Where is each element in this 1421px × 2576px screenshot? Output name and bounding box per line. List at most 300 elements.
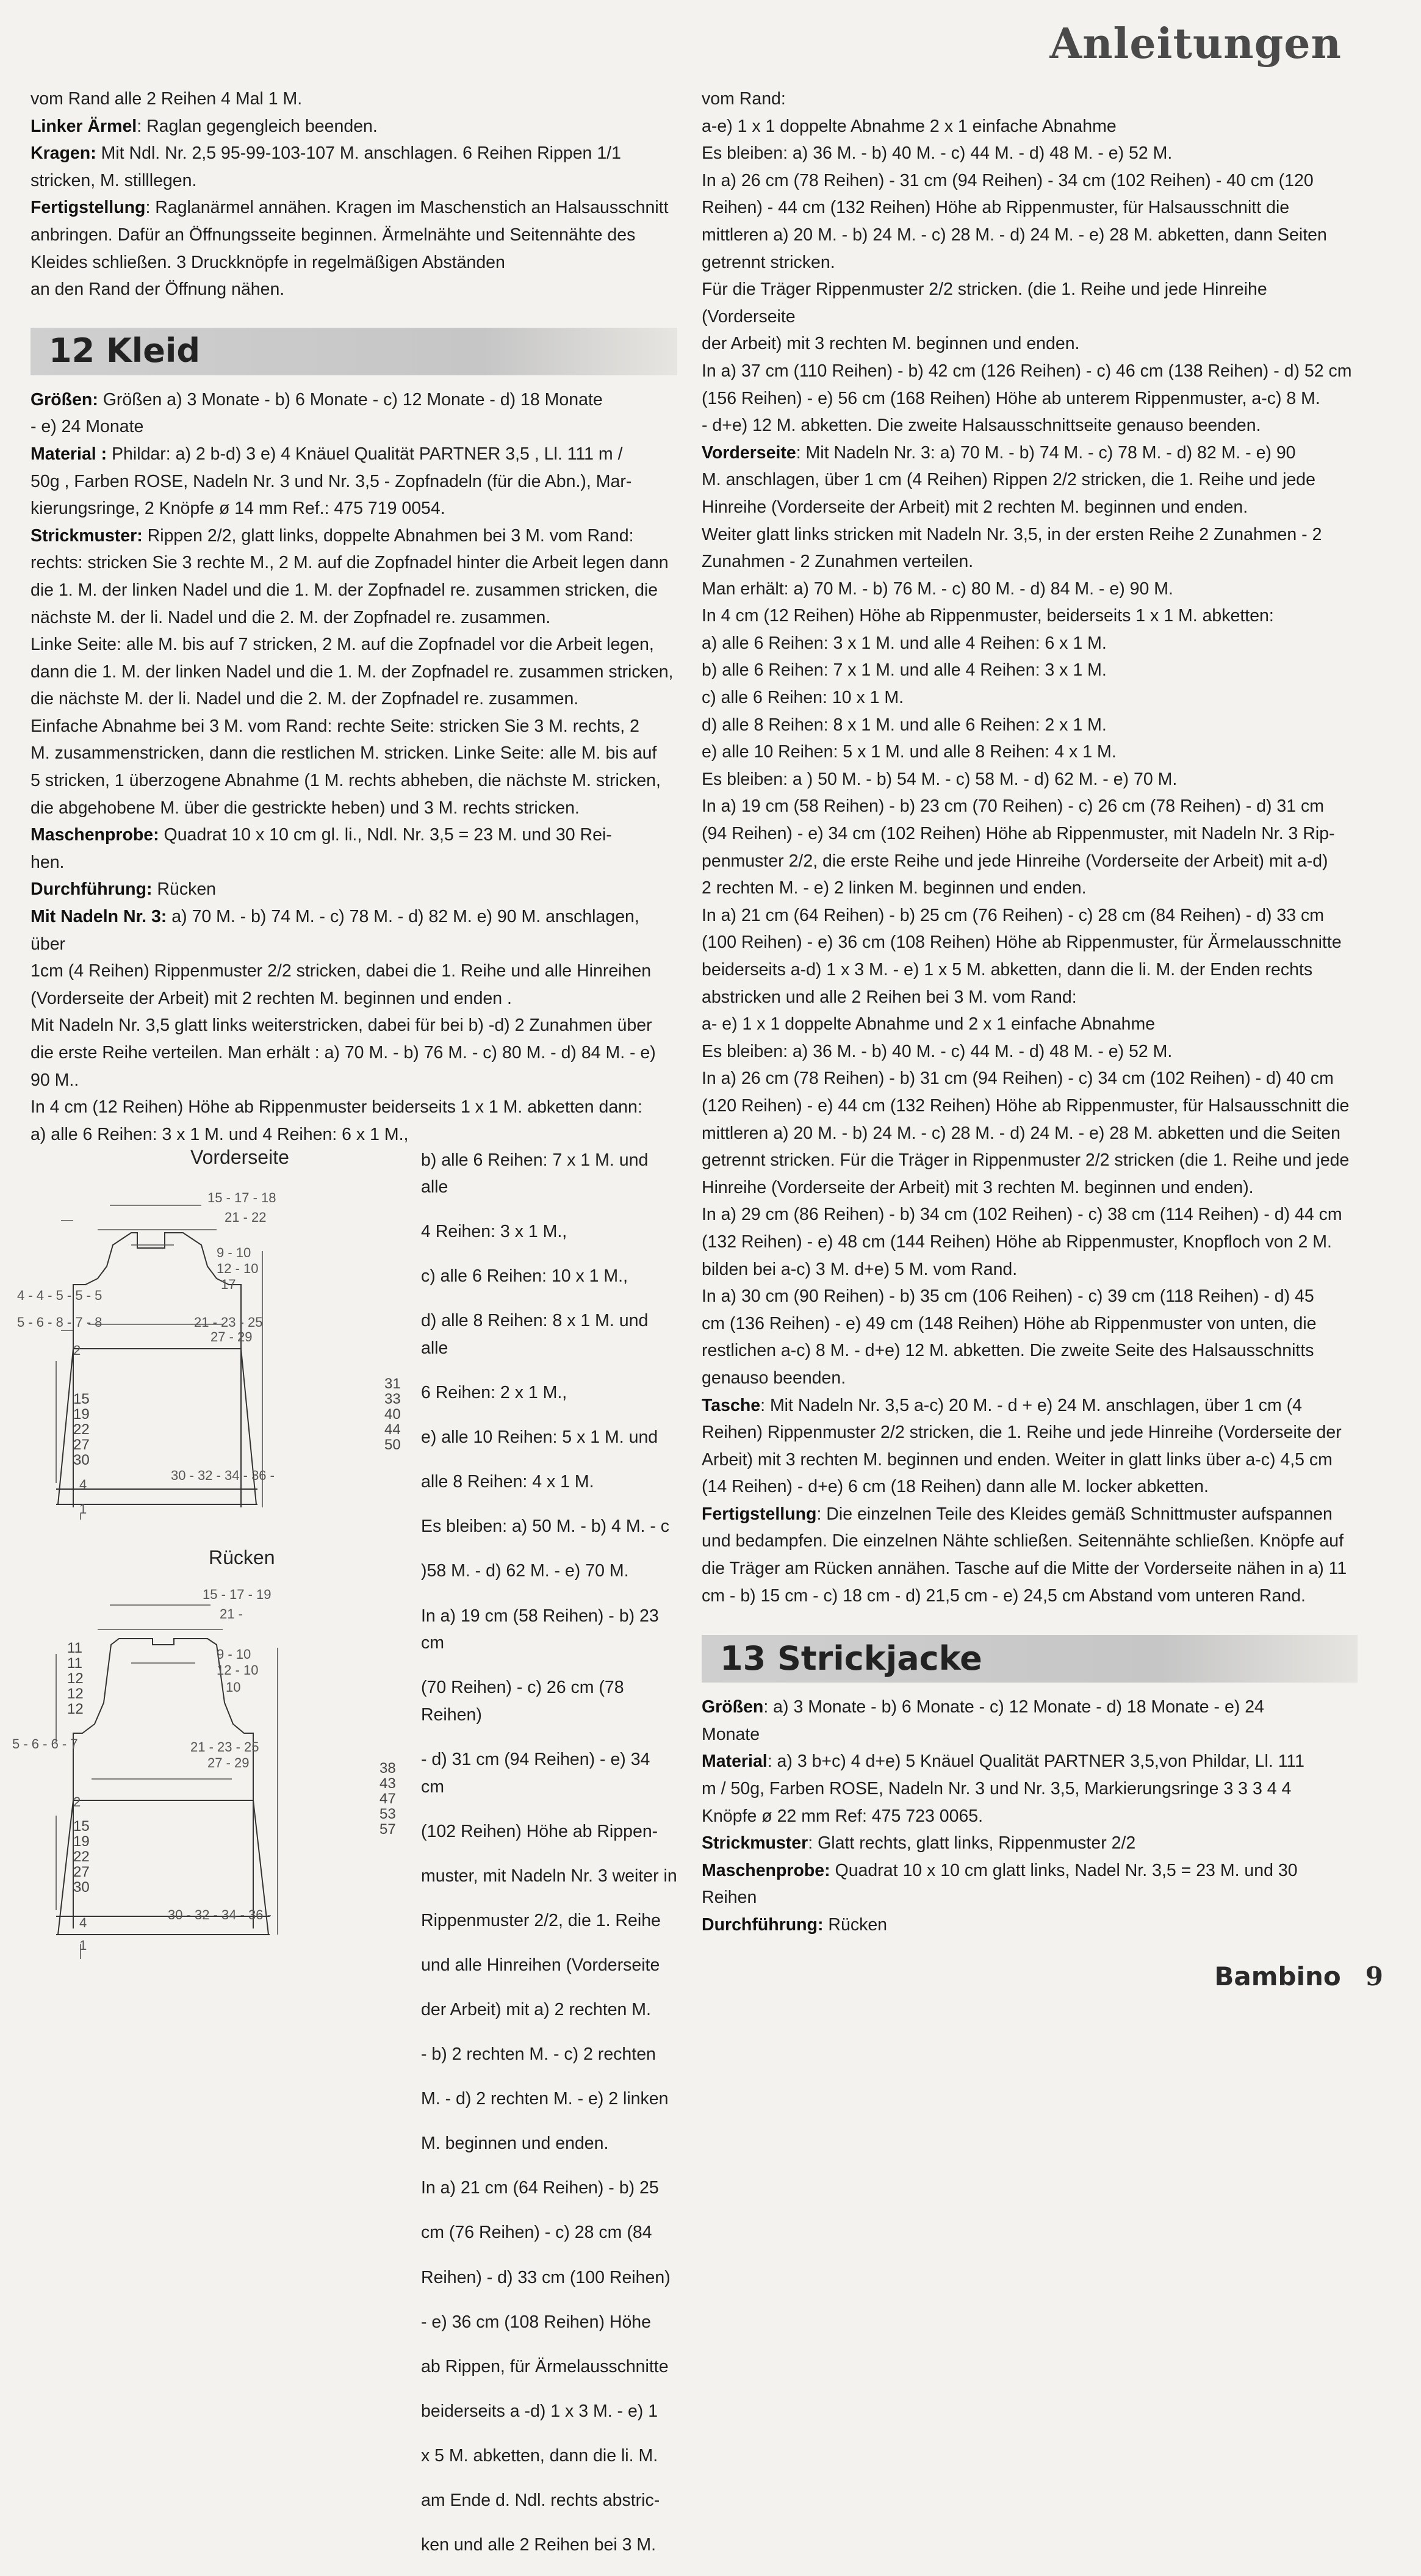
- narrow-text-column: [421, 1129, 677, 2576]
- bold-label: Linker Ärmel: [31, 116, 137, 136]
- line-text: : Mit Nadeln Nr. 3,5 a-c) 20 M. - d + e) 24 M. anschlagen, über 1 cm (4: [760, 1395, 1302, 1415]
- line-text: beiderseits a -d) 1 x 3 M. - e) 1: [421, 2401, 658, 2421]
- line-text: getrennt stricken.: [702, 252, 835, 272]
- text-line: [702, 602, 1358, 630]
- text-line: [31, 441, 677, 468]
- line-text: b) alle 6 Reihen: 7 x 1 M. und alle: [421, 1150, 649, 1197]
- text-line: [421, 2309, 677, 2336]
- bold-label: Kragen:: [31, 143, 96, 164]
- line-text: die 1. M. der linken Nadel und die 1. M. der Zopfnadel re. zusammen stricken, die: [31, 580, 658, 600]
- text-line: [702, 1528, 1358, 1555]
- line-text: M. zusammenstricken, dann die restlichen M. stricken. Linke Seite: alle M. bis auf: [31, 743, 657, 763]
- dim-bodice-2: 27 - 29: [207, 1755, 250, 1770]
- bold-label: Größen: [702, 1697, 764, 1717]
- line-text: Quadrat 10 x 10 cm glatt links, Nadel Nr. 3,5 = 23 M. und 30: [830, 1860, 1298, 1880]
- line-text: Reihen: [702, 1888, 757, 1908]
- line-text: Mit Ndl. Nr. 2,5 95-99-103-107 M. anschlagen. 6 Reihen Rippen 1/1: [96, 143, 621, 164]
- page-header-title: Anleitungen: [1049, 20, 1342, 68]
- text-line: [421, 1818, 677, 1845]
- text-line: [421, 1147, 677, 1201]
- line-text: e) alle 10 Reihen: 5 x 1 M. und alle 8 Reihen: 4 x 1 M.: [702, 742, 1117, 762]
- line-text: Es bleiben: a) 36 M. - b) 40 M. - c) 44 M. - d) 48 M. - e) 52 M.: [702, 1041, 1173, 1061]
- line-text: In 4 cm (12 Reihen) Höhe ab Rippenmuster beiderseits 1 x 1 M. abketten dann:: [31, 1097, 642, 1117]
- left-column: [31, 85, 677, 1148]
- line-text: vom Rand alle 2 Reihen 4 Mal 1 M.: [31, 89, 303, 109]
- line-text: nächste M. der li. Nadel und die 2. M. der Zopfnadel re. zusammen.: [31, 607, 551, 627]
- bold-label: Strickmuster:: [31, 525, 143, 546]
- text-line: [421, 2264, 677, 2292]
- text-line: [702, 956, 1358, 984]
- text-line: [702, 875, 1358, 902]
- dim-small-2: 2: [73, 1343, 81, 1358]
- line-text: c) alle 6 Reihen: 10 x 1 M.,: [421, 1266, 628, 1286]
- text-line: [421, 2398, 677, 2425]
- text-line: [421, 2085, 677, 2113]
- line-text: : Die einzelnen Teile des Kleides gemäß Schnittmuster aufspannen: [816, 1504, 1333, 1524]
- line-text: 2 rechten M. - e) 2 linken M. beginnen und enden.: [702, 878, 1087, 898]
- line-text: : Raglanärmel annähen. Kragen im Maschenstich an Halsausschnitt: [145, 198, 669, 218]
- kleid-instructions: [31, 386, 677, 1149]
- text-line: [421, 2353, 677, 2381]
- line-text: die Träger am Rücken annähen. Tasche auf die Mitte der Vorderseite nähen in a) 11: [702, 1559, 1347, 1579]
- text-line: [31, 767, 677, 795]
- dim-neck-2: 12 - 10: [217, 1662, 259, 1678]
- text-line: [31, 821, 677, 849]
- line-text: In a) 26 cm (78 Reihen) - b) 31 cm (94 Reihen) - c) 34 cm (102 Reihen) - d) 40 cm: [702, 1069, 1334, 1089]
- line-text: hen.: [31, 852, 65, 872]
- line-text: a) alle 6 Reihen: 3 x 1 M. und 4 Reihen: 6 x 1 M.,: [31, 1124, 409, 1144]
- line-text: : Glatt rechts, glatt links, Rippenmuster 2/2: [808, 1833, 1136, 1853]
- dim-small-1: 1: [79, 1501, 87, 1517]
- section-title: 12 Kleid: [49, 331, 201, 370]
- dim-right-heights: 38 43 47 53 57: [380, 1760, 396, 1838]
- line-text: m / 50g, Farben ROSE, Nadeln Nr. 3 und Nr. 3,5, Markierungsringe 3 3 3 4 4: [702, 1779, 1292, 1799]
- diagram-back: [0, 1538, 421, 1965]
- dim-left-top-heights: 11 11 12 12 12: [67, 1640, 84, 1717]
- text-line: [31, 222, 677, 249]
- text-line: [421, 1996, 677, 2024]
- line-text: Weiter glatt links stricken mit Nadeln Nr. 3,5, in der ersten Reihe 2 Zunahmen - 2: [702, 524, 1322, 544]
- line-text: In a) 30 cm (90 Reihen) - b) 35 cm (106 Reihen) - c) 39 cm (118 Reihen) - d) 45: [702, 1286, 1314, 1307]
- line-text: rechts: stricken Sie 3 rechte M., 2 M. auf die Zopfnadel hinter die Arbeit legen dann: [31, 553, 669, 573]
- line-text: Rippen 2/2, glatt links, doppelte Abnahmen bei 3 M. vom Rand:: [142, 525, 634, 546]
- line-text: In a) 37 cm (110 Reihen) - b) 42 cm (126 Reihen) - c) 46 cm (138 Reihen) - d) 52 cm: [702, 361, 1352, 381]
- line-text: x 5 M. abketten, dann die li. M.: [421, 2445, 658, 2466]
- line-text: der Arbeit) mit a) 2 rechten M.: [421, 1999, 651, 2019]
- text-line: [702, 167, 1358, 195]
- dim-small-4: 4: [79, 1477, 87, 1492]
- line-text: - e) 36 cm (108 Reihen) Höhe: [421, 2312, 652, 2332]
- line-text: muster, mit Nadeln Nr. 3 weiter in: [421, 1866, 677, 1886]
- dim-bodice-1: 21 - 23 - 25: [190, 1739, 259, 1755]
- line-text: Reihen) - d) 33 cm (100 Reihen): [421, 2267, 671, 2287]
- text-line: [702, 1310, 1358, 1338]
- line-text: In a) 19 cm (58 Reihen) - b) 23 cm: [421, 1606, 659, 1653]
- line-text: Größen a) 3 Monate - b) 6 Monate - c) 12 Monate - d) 18 Monate: [98, 389, 603, 409]
- line-text: Reihen) - 44 cm (132 Reihen) Höhe ab Rippenmuster, für Halsausschnitt die: [702, 198, 1290, 218]
- text-line: [31, 577, 677, 604]
- text-line: [31, 85, 677, 113]
- text-line: [31, 1012, 677, 1039]
- line-text: (132 Reihen) - e) 48 cm (144 Reihen) Höhe ab Rippenmuster, Knopfloch von 2 M.: [702, 1232, 1332, 1252]
- dim-neck-3: 17: [221, 1277, 236, 1292]
- text-line: [31, 413, 677, 441]
- text-line: [702, 1392, 1358, 1420]
- line-text: Einfache Abnahme bei 3 M. vom Rand: rechte Seite: stricken Sie 3 M. rechts, 2: [31, 716, 639, 736]
- text-line: [702, 358, 1358, 385]
- page-number: 9: [1365, 1961, 1383, 1991]
- line-text: (120 Reihen) - e) 44 cm (132 Reihen) Höhe ab Rippenmuster, für Halsausschnitt die: [702, 1095, 1350, 1116]
- text-line: [31, 876, 677, 903]
- text-line: [702, 494, 1358, 521]
- dim-neck-width: 21 - 22: [225, 1210, 267, 1225]
- line-text: alle 8 Reihen: 4 x 1 M.: [421, 1472, 594, 1492]
- text-line: [31, 658, 677, 686]
- dim-top-width: 15 - 17 - 18: [207, 1190, 276, 1205]
- text-line: [31, 740, 677, 767]
- text-line: [421, 1907, 677, 1935]
- line-text: und alle Hinreihen (Vorderseite: [421, 1955, 660, 1975]
- text-line: [702, 1582, 1358, 1610]
- text-line: [702, 766, 1358, 793]
- section-heading-13: [702, 1635, 1358, 1683]
- line-text: In a) 26 cm (78 Reihen) - 31 cm (94 Reihen) - 34 cm (102 Reihen) - 40 cm (120: [702, 170, 1314, 190]
- dim-bottom-width: 30 - 32 - 34 - 36 -: [171, 1468, 275, 1483]
- dim-small-4: 4: [79, 1915, 87, 1930]
- line-text: (70 Reihen) - c) 26 cm (78 Reihen): [421, 1678, 624, 1725]
- diagram-front: [0, 1141, 421, 1520]
- line-text: genauso beenden.: [702, 1368, 846, 1388]
- text-line: [702, 984, 1358, 1011]
- text-line: [702, 684, 1358, 712]
- text-line: [702, 1256, 1358, 1283]
- line-text: restlichen a-c) 8 M. - d+e) 12 M. abketten. Die zweite Seite des Halsausschnitts: [702, 1341, 1314, 1361]
- line-text: anbringen. Dafür an Öffnungsseite beginnen. Ärmelnähte und Seitennähte des: [31, 225, 636, 245]
- text-line: [31, 386, 677, 414]
- text-line: [31, 522, 677, 550]
- text-line: [702, 439, 1358, 467]
- text-line: [421, 2442, 677, 2470]
- line-text: c) alle 6 Reihen: 10 x 1 M.: [702, 688, 904, 708]
- line-text: 90 M..: [31, 1070, 79, 1090]
- right-column: [702, 85, 1358, 1939]
- line-text: (102 Reihen) Höhe ab Rippen-: [421, 1821, 658, 1841]
- dim-top-width: 15 - 17 - 19: [203, 1587, 272, 1602]
- line-text: (Vorderseite der Arbeit) mit 2 rechten M. beginnen und enden .: [31, 988, 512, 1008]
- text-line: [702, 793, 1358, 820]
- text-line: [421, 1263, 677, 1290]
- text-line: [31, 985, 677, 1012]
- text-line: [31, 249, 677, 276]
- text-line: [702, 1065, 1358, 1092]
- page-footer: [1214, 1961, 1383, 1991]
- dim-small-1: 1: [79, 1938, 87, 1953]
- text-line: [31, 276, 677, 303]
- line-text: 1cm (4 Reihen) Rippenmuster 2/2 stricken, dabei die 1. Reihe und alle Hinreihen: [31, 961, 652, 981]
- line-text: mittleren a) 20 M. - b) 24 M. - c) 28 M. - d) 24 M. - e) 28 M. abketten, dann Seiten: [702, 225, 1327, 245]
- bold-label: Strickmuster: [702, 1833, 808, 1853]
- dim-neck-width: 21 -: [220, 1606, 243, 1622]
- line-text: Arbeit) mit 3 rechten M. beginnen und enden. Weiter in glatt links über a-c) 4,5 cm: [702, 1449, 1333, 1470]
- text-line: [702, 1501, 1358, 1528]
- text-line: [31, 604, 677, 632]
- dim-left-1: 4 - 4 - 5 - 5 - 5: [17, 1288, 103, 1303]
- text-line: [702, 575, 1358, 603]
- bold-label: Größen:: [31, 389, 98, 409]
- line-text: ab Rippen, für Ärmelausschnitte: [421, 2356, 669, 2376]
- text-line: [702, 1721, 1358, 1748]
- text-line: [702, 630, 1358, 657]
- text-line: [31, 194, 677, 222]
- line-text: b) alle 6 Reihen: 7 x 1 M. und alle 4 Reihen: 3 x 1 M.: [702, 660, 1107, 680]
- text-line: [421, 1424, 677, 1451]
- bold-label: Maschenprobe:: [31, 825, 159, 845]
- line-text: Linke Seite: alle M. bis auf 7 stricken, 2 M. auf die Zopfnadel vor die Arbeit legen,: [31, 635, 654, 655]
- dim-neck-2: 12 - 10: [217, 1261, 259, 1276]
- text-line: [702, 1473, 1358, 1501]
- line-text: Hinreihe (Vorderseite der Arbeit) mit 3 rechten M. beginnen und enden).: [702, 1177, 1254, 1197]
- text-line: [702, 1911, 1358, 1939]
- text-line: [702, 1011, 1358, 1038]
- text-line: [702, 1038, 1358, 1066]
- line-text: Hinreihe (Vorderseite der Arbeit) mit 2 rechten M. beginnen und enden.: [702, 497, 1248, 517]
- line-text: Es bleiben: a) 50 M. - b) 4 M. - c: [421, 1517, 670, 1537]
- line-text: d) alle 8 Reihen: 8 x 1 M. und alle: [421, 1311, 649, 1358]
- text-line: [702, 1174, 1358, 1202]
- dim-neck-1: 9 - 10: [217, 1245, 251, 1260]
- line-text: - d+e) 12 M. abketten. Die zweite Halsausschnittseite genauso beenden.: [702, 416, 1261, 436]
- text-line: [702, 1419, 1358, 1446]
- magazine-name: Bambino: [1214, 1961, 1341, 1991]
- text-line: [702, 1555, 1358, 1582]
- text-line: [421, 1863, 677, 1890]
- line-text: Rücken: [152, 879, 217, 900]
- line-text: : Raglan gegengleich beenden.: [137, 116, 378, 136]
- text-line: [702, 1147, 1358, 1174]
- kleid-instructions-continued: [702, 85, 1358, 1609]
- text-line: [31, 631, 677, 658]
- text-line: [702, 521, 1358, 549]
- line-text: a-e) 1 x 1 doppelte Abnahme 2 x 1 einfache Abnahme: [702, 116, 1117, 136]
- line-text: M. beginnen und enden.: [421, 2134, 609, 2154]
- text-line: [421, 1468, 677, 1496]
- text-line: [702, 1803, 1358, 1830]
- line-text: ken und alle 2 Reihen bei 3 M.: [421, 2535, 657, 2555]
- text-line: [702, 1092, 1358, 1120]
- section-heading-12: [31, 328, 677, 375]
- strickjacke-instructions: [702, 1694, 1358, 1938]
- line-text: M. anschlagen, über 1 cm (4 Reihen) Rippen 2/2 stricken, die 1. Reihe und jede: [702, 470, 1315, 490]
- text-line: [31, 468, 677, 496]
- dim-bodice-2: 27 - 29: [210, 1329, 253, 1344]
- line-text: Reihen) Rippenmuster 2/2 stricken, die 1. Reihe und jede Hinreihe (Vorderseite der: [702, 1423, 1342, 1443]
- text-line: [31, 140, 677, 167]
- line-text: beiderseits a-d) 1 x 3 M. - e) 1 x 5 M. abketten, dann die li. M. der Enden rechts: [702, 960, 1313, 980]
- text-line: [702, 249, 1358, 276]
- text-line: [702, 820, 1358, 848]
- line-text: - d) 31 cm (94 Reihen) - e) 34 cm: [421, 1749, 650, 1797]
- line-text: d) alle 8 Reihen: 8 x 1 M. und alle 6 Reihen: 2 x 1 M.: [702, 715, 1107, 735]
- line-text: 5 stricken, 1 überzogene Abnahme (1 M. rechts abheben, die nächste M. stricken,: [31, 771, 661, 791]
- text-line: [31, 795, 677, 822]
- line-text: Rippenmuster 2/2, die 1. Reihe: [421, 1910, 661, 1930]
- text-line: [31, 1039, 677, 1067]
- line-text: (100 Reihen) - e) 36 cm (108 Reihen) Höhe ab Rippenmuster, für Ärmelausschnitte: [702, 933, 1342, 953]
- text-line: [31, 903, 677, 958]
- text-line: [702, 1201, 1358, 1228]
- line-text: am Ende d. Ndl. rechts abstric-: [421, 2491, 660, 2510]
- line-text: der Arbeit) mit 3 rechten M. beginnen und enden.: [702, 334, 1080, 354]
- text-line: [421, 2174, 677, 2202]
- text-line: [702, 276, 1358, 330]
- line-text: die abgehobene M. über die gestrickte heben) und 3 M. rechts stricken.: [31, 798, 580, 818]
- line-text: )58 M. - d) 62 M. - e) 70 M.: [421, 1561, 629, 1581]
- text-line: [421, 1379, 677, 1407]
- text-line: [702, 902, 1358, 929]
- line-text: In 4 cm (12 Reihen) Höhe ab Rippenmuster, beiderseits 1 x 1 M. abketten:: [702, 606, 1274, 626]
- line-text: - e) 24 Monate: [31, 417, 144, 437]
- text-line: [702, 466, 1358, 494]
- bold-label: Maschenprobe:: [702, 1860, 830, 1880]
- text-line: [702, 1283, 1358, 1310]
- line-text: penmuster 2/2, die erste Reihe und jede Hinreihe (Vorderseite der Arbeit) mit a-d): [702, 851, 1328, 871]
- line-text: : a) 3 b+c) 4 d+e) 5 Knäuel Qualität PARTNER 3,5,von Phildar, Ll. 111: [767, 1752, 1305, 1772]
- bold-label: Fertigstellung: [702, 1504, 817, 1524]
- line-text: : Mit Nadeln Nr. 3: a) 70 M. - b) 74 M. - c) 78 M. - d) 82 M. - e) 90: [796, 442, 1296, 463]
- line-text: und bedampfen. Die einzelnen Nähte schließen. Seitennähte schließen. Knöpfe auf: [702, 1531, 1344, 1551]
- diagram-label: Rücken: [209, 1546, 275, 1568]
- text-line: [702, 1748, 1358, 1775]
- line-text: bilden bei a-c) 3 M. d+e) 5 M. vom Rand.: [702, 1259, 1018, 1279]
- line-text: - b) 2 rechten M. - c) 2 rechten: [421, 2044, 656, 2065]
- previous-instructions-end: [31, 85, 677, 303]
- line-text: abstricken und alle 2 Reihen bei 3 M. vom Rand:: [702, 987, 1077, 1007]
- text-line: [421, 2219, 677, 2246]
- line-text: Für die Träger Rippenmuster 2/2 stricken. (die 1. Reihe und jede Hinreihe (Vorderseite: [702, 280, 1267, 327]
- line-text: (94 Reihen) - e) 34 cm (102 Reihen) Höhe ab Rippenmuster, mit Nadeln Nr. 3 Rip-: [702, 824, 1335, 844]
- line-text: Kleides schließen. 3 Druckknöpfe in regelmäßigen Abständen: [31, 252, 505, 272]
- line-text: die nächste M. der li. Nadel und die 2. M. der Zopfnadel re. zusammen.: [31, 689, 579, 709]
- line-text: e) alle 10 Reihen: 5 x 1 M. und: [421, 1427, 658, 1448]
- section-title: 13 Strickjacke: [720, 1639, 982, 1678]
- text-line: [702, 1830, 1358, 1857]
- line-text: a) 70 M. - b) 74 M. - c) 78 M. - d) 82 M. e) 90 M. anschlagen, über: [31, 907, 639, 954]
- text-line: [702, 140, 1358, 167]
- text-line: [31, 1067, 677, 1094]
- dim-left-heights: 15 19 22 27 30: [73, 1391, 90, 1468]
- line-text: getrennt stricken. Für die Träger in Rippenmuster 2/2 stricken (die 1. Reihe und jede: [702, 1150, 1350, 1171]
- text-line: [421, 1746, 677, 1800]
- dim-left-heights: 15 19 22 27 30: [73, 1818, 90, 1896]
- line-text: kierungsringe, 2 Knöpfe ø 14 mm Ref.: 475 719 0054.: [31, 499, 445, 519]
- bold-label: Tasche: [702, 1395, 761, 1415]
- line-text: dann die 1. M. der linken Nadel und die 1. M. der Zopfnadel re. zusammen stricken,: [31, 662, 674, 682]
- text-line: [702, 85, 1358, 113]
- text-line: [702, 1775, 1358, 1803]
- text-line: [31, 1094, 677, 1121]
- text-line: [702, 113, 1358, 140]
- line-text: Mit Nadeln Nr. 3,5 glatt links weiterstricken, dabei für bei b) -d) 2 Zunahmen über: [31, 1016, 652, 1036]
- line-text: Knöpfe ø 22 mm Ref: 475 723 0065.: [702, 1806, 984, 1826]
- text-line: [421, 2041, 677, 2068]
- dim-left-2: 5 - 6 - 8 - 7 - 8: [17, 1315, 103, 1330]
- text-line: [421, 1218, 677, 1246]
- bold-label: Vorderseite: [702, 442, 796, 463]
- text-line: [31, 685, 677, 713]
- text-line: [702, 548, 1358, 575]
- dim-left-1: 5 - 6 - 6 - 7: [12, 1736, 78, 1752]
- text-line: [421, 1307, 677, 1362]
- line-text: Es bleiben: a) 36 M. - b) 40 M. - c) 44 M. - d) 48 M. - e) 52 M.: [702, 143, 1173, 164]
- text-line: [702, 222, 1358, 249]
- line-text: Monate: [702, 1724, 760, 1744]
- text-line: [702, 1365, 1358, 1392]
- bold-label: Fertigstellung: [31, 198, 146, 218]
- text-line: [31, 958, 677, 985]
- line-text: Zunahmen - 2 Zunahmen verteilen.: [702, 552, 974, 572]
- line-text: In a) 29 cm (86 Reihen) - b) 34 cm (102 Reihen) - c) 38 cm (114 Reihen) - d) 44 cm: [702, 1205, 1342, 1225]
- line-text: 6 Reihen: 2 x 1 M.,: [421, 1383, 567, 1403]
- bold-label: Durchführung:: [702, 1915, 824, 1935]
- line-text: (156 Reihen) - e) 56 cm (168 Reihen) Höhe ab unterem Rippenmuster, a-c) 8 M.: [702, 388, 1320, 408]
- bold-label: Mit Nadeln Nr. 3:: [31, 907, 167, 927]
- bold-label: Material :: [31, 444, 107, 464]
- dim-bodice-1: 21 - 23 - 25: [194, 1315, 263, 1330]
- dim-neck-3: 10: [226, 1679, 241, 1695]
- text-line: [31, 713, 677, 740]
- text-line: [421, 1952, 677, 1979]
- text-line: [702, 1857, 1358, 1885]
- text-line: [31, 167, 677, 195]
- text-line: [702, 1228, 1358, 1256]
- line-text: Rücken: [823, 1915, 888, 1935]
- line-text: 4 Reihen: 3 x 1 M.,: [421, 1222, 567, 1242]
- line-text: die erste Reihe verteilen. Man erhält : a) 70 M. - b) 76 M. - c) 80 M. - d) 84 M. - e): [31, 1043, 656, 1063]
- text-line: [702, 1337, 1358, 1365]
- line-text: (14 Reihen) - d+e) 6 cm (18 Reihen) dann alle M. locker abketten.: [702, 1477, 1209, 1497]
- line-text: In a) 19 cm (58 Reihen) - b) 23 cm (70 Reihen) - c) 26 cm (78 Reihen) - d) 31 cm: [702, 796, 1325, 817]
- line-text: cm - b) 15 cm - c) 18 cm - d) 21,5 cm - e) 24,5 cm Abstand vom unteren Rand.: [702, 1586, 1306, 1606]
- text-line: [702, 1120, 1358, 1147]
- bold-label: Material: [702, 1752, 768, 1772]
- text-line: [702, 1694, 1358, 1721]
- dim-right-heights: 31 33 40 44 50: [384, 1376, 401, 1453]
- text-line: [31, 849, 677, 876]
- text-line: [421, 1557, 677, 1585]
- line-text: Es bleiben: a ) 50 M. - b) 54 M. - c) 58 M. - d) 62 M. - e) 70 M.: [702, 769, 1178, 789]
- text-line: [421, 2130, 677, 2157]
- line-text: a- e) 1 x 1 doppelte Abnahme und 2 x 1 einfache Abnahme: [702, 1014, 1156, 1034]
- text-line: [421, 2531, 677, 2559]
- line-text: In a) 21 cm (64 Reihen) - b) 25: [421, 2178, 659, 2198]
- text-line: [702, 385, 1358, 413]
- bold-label: Durchführung:: [31, 879, 153, 900]
- text-line: [702, 657, 1358, 684]
- text-line: [702, 412, 1358, 439]
- text-line: [421, 1603, 677, 1657]
- text-line: [702, 194, 1358, 222]
- line-text: Phildar: a) 2 b-d) 3 e) 4 Knäuel Qualität PARTNER 3,5 , Ll. 111 m /: [107, 444, 623, 464]
- line-text: a) alle 6 Reihen: 3 x 1 M. und alle 4 Reihen: 6 x 1 M.: [702, 633, 1107, 653]
- line-text: Quadrat 10 x 10 cm gl. li., Ndl. Nr. 3,5 = 23 M. und 30 Rei-: [159, 825, 612, 845]
- line-text: 50g , Farben ROSE, Nadeln Nr. 3 und Nr. 3,5 - Zopfnadeln (für die Abn.), Mar-: [31, 471, 632, 491]
- line-text: mittleren a) 20 M. - b) 24 M. - c) 28 M. - d) 24 M. - e) 28 M. abketten und die Seiten: [702, 1123, 1340, 1143]
- line-text: Man erhält: a) 70 M. - b) 76 M. - c) 80 M. - d) 84 M. - e) 90 M.: [702, 579, 1173, 599]
- dim-bottom-width: 30 - 32 - 34 - 36 -: [168, 1907, 272, 1922]
- text-line: [702, 712, 1358, 739]
- line-text: cm (76 Reihen) - c) 28 cm (84: [421, 2223, 652, 2243]
- line-text: In a) 21 cm (64 Reihen) - b) 25 cm (76 Reihen) - c) 28 cm (84 Reihen) - d) 33 cm: [702, 905, 1325, 925]
